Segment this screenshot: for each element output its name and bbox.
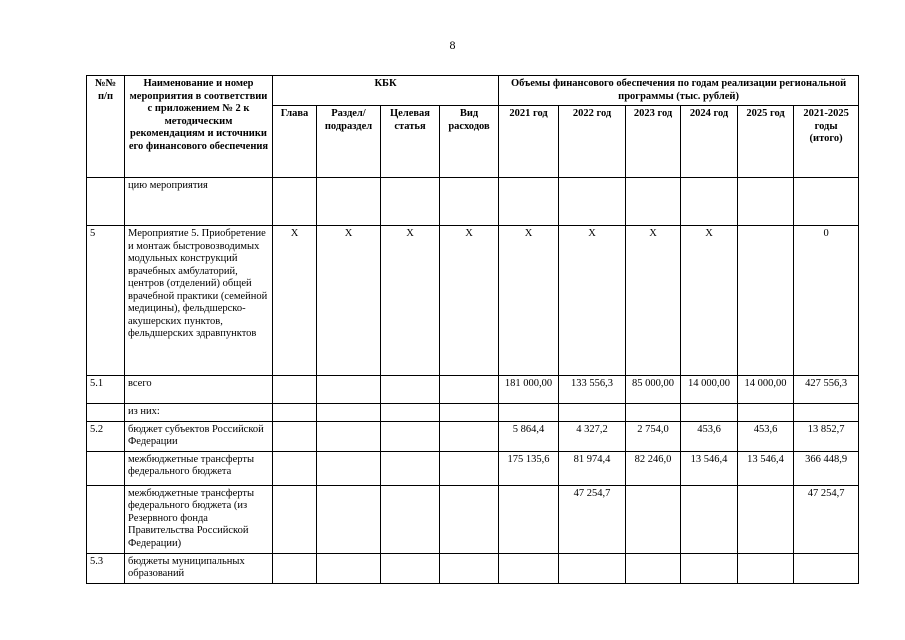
cell-y2021 xyxy=(499,553,559,583)
cell-razdel xyxy=(317,376,381,404)
header-y2022: 2022 год xyxy=(559,106,626,178)
cell-razdel: X xyxy=(317,226,381,376)
cell-y2021: 181 000,00 xyxy=(499,376,559,404)
cell-y2022: 133 556,3 xyxy=(559,376,626,404)
cell-total xyxy=(794,178,859,226)
cell-y2021 xyxy=(499,404,559,422)
cell-celevaya xyxy=(381,404,440,422)
cell-total: 366 448,9 xyxy=(794,451,859,485)
cell-razdel xyxy=(317,421,381,451)
cell-y2022 xyxy=(559,404,626,422)
cell-y2024: 14 000,00 xyxy=(681,376,738,404)
cell-celevaya: X xyxy=(381,226,440,376)
cell-name: межбюджетные трансферты федерального бюджета (из Резервного фонда Правительства Российской Федерации) xyxy=(125,485,273,553)
cell-total xyxy=(794,553,859,583)
cell-y2025 xyxy=(738,178,794,226)
table-row xyxy=(87,226,859,376)
cell-celevaya xyxy=(381,178,440,226)
cell-total: 13 852,7 xyxy=(794,421,859,451)
cell-vid xyxy=(440,376,499,404)
cell-vid xyxy=(440,421,499,451)
cell-celevaya xyxy=(381,376,440,404)
cell-y2024: 453,6 xyxy=(681,421,738,451)
cell-y2021: X xyxy=(499,226,559,376)
header-vid: Вид расходов xyxy=(440,106,499,178)
header-y2025: 2025 год xyxy=(738,106,794,178)
cell-y2023: 2 754,0 xyxy=(626,421,681,451)
cell-vid xyxy=(440,451,499,485)
table-row xyxy=(87,178,859,226)
cell-y2025: 13 546,4 xyxy=(738,451,794,485)
table-row xyxy=(87,376,859,404)
cell-glava xyxy=(273,421,317,451)
cell-y2023 xyxy=(626,178,681,226)
cell-total: 47 254,7 xyxy=(794,485,859,553)
cell-num xyxy=(87,404,125,422)
cell-y2022 xyxy=(559,178,626,226)
cell-y2022: 47 254,7 xyxy=(559,485,626,553)
header-name: Наименование и номер мероприятия в соответствии с приложением № 2 к методическим рекомендациям и источники его финансового обеспечения xyxy=(125,76,273,178)
cell-num: 5 xyxy=(87,226,125,376)
header-razdel: Раздел/ подраздел xyxy=(317,106,381,178)
cell-y2023 xyxy=(626,404,681,422)
cell-name: всего xyxy=(125,376,273,404)
cell-glava xyxy=(273,451,317,485)
cell-total: 0 xyxy=(794,226,859,376)
cell-glava xyxy=(273,376,317,404)
cell-y2023: 85 000,00 xyxy=(626,376,681,404)
cell-name: бюджет субъектов Российской Федерации xyxy=(125,421,273,451)
header-y2021: 2021 год xyxy=(499,106,559,178)
cell-num xyxy=(87,178,125,226)
cell-razdel xyxy=(317,485,381,553)
header-celevaya: Целевая статья xyxy=(381,106,440,178)
cell-name: межбюджетные трансферты федерального бюджета xyxy=(125,451,273,485)
cell-celevaya xyxy=(381,451,440,485)
cell-y2023: 82 246,0 xyxy=(626,451,681,485)
header-glava: Глава xyxy=(273,106,317,178)
cell-y2023 xyxy=(626,553,681,583)
cell-celevaya xyxy=(381,421,440,451)
cell-razdel xyxy=(317,451,381,485)
cell-name: бюджеты муниципальных образований xyxy=(125,553,273,583)
cell-num: 5.2 xyxy=(87,421,125,451)
header-total: 2021-2025 годы (итого) xyxy=(794,106,859,178)
cell-y2022 xyxy=(559,553,626,583)
cell-name: цию мероприятия xyxy=(125,178,273,226)
cell-y2023: X xyxy=(626,226,681,376)
cell-y2024 xyxy=(681,404,738,422)
cell-y2022: X xyxy=(559,226,626,376)
cell-num: 5.3 xyxy=(87,553,125,583)
cell-razdel xyxy=(317,404,381,422)
table-row xyxy=(87,421,859,451)
cell-glava xyxy=(273,553,317,583)
cell-razdel xyxy=(317,178,381,226)
cell-y2025 xyxy=(738,485,794,553)
table-row xyxy=(87,485,859,553)
header-volumes: Объемы финансового обеспечения по годам реализации региональной программы (тыс. рублей) xyxy=(499,76,859,106)
cell-y2021: 5 864,4 xyxy=(499,421,559,451)
cell-name: Мероприятие 5. Приобретение и монтаж быстровозводимых модульных конструкций врачебных амбулаторий, центров (отделений) общей врачебной практики (семейной медицины), фельдшерско-акушерских пунктов, фельдшерских здравпунктов xyxy=(125,226,273,376)
cell-y2025 xyxy=(738,226,794,376)
cell-y2024 xyxy=(681,553,738,583)
cell-celevaya xyxy=(381,485,440,553)
cell-celevaya xyxy=(381,553,440,583)
cell-y2025: 453,6 xyxy=(738,421,794,451)
cell-y2022: 81 974,4 xyxy=(559,451,626,485)
cell-vid xyxy=(440,553,499,583)
cell-y2025: 14 000,00 xyxy=(738,376,794,404)
cell-y2021: 175 135,6 xyxy=(499,451,559,485)
cell-y2024: X xyxy=(681,226,738,376)
header-y2023: 2023 год xyxy=(626,106,681,178)
table-row xyxy=(87,404,859,422)
cell-y2021 xyxy=(499,485,559,553)
cell-num xyxy=(87,485,125,553)
cell-vid xyxy=(440,404,499,422)
page-number: 8 xyxy=(449,38,456,52)
cell-total xyxy=(794,404,859,422)
cell-y2023 xyxy=(626,485,681,553)
cell-total: 427 556,3 xyxy=(794,376,859,404)
cell-num: 5.1 xyxy=(87,376,125,404)
cell-glava: X xyxy=(273,226,317,376)
header-kbk: КБК xyxy=(273,76,499,106)
financing-table xyxy=(86,75,859,584)
cell-glava xyxy=(273,404,317,422)
header-y2024: 2024 год xyxy=(681,106,738,178)
cell-razdel xyxy=(317,553,381,583)
cell-y2025 xyxy=(738,404,794,422)
cell-name: из них: xyxy=(125,404,273,422)
cell-glava xyxy=(273,485,317,553)
header-num: №№ п/п xyxy=(87,76,125,178)
cell-glava xyxy=(273,178,317,226)
cell-vid xyxy=(440,485,499,553)
cell-y2025 xyxy=(738,553,794,583)
cell-vid: X xyxy=(440,226,499,376)
cell-y2022: 4 327,2 xyxy=(559,421,626,451)
cell-y2024 xyxy=(681,178,738,226)
table-row xyxy=(87,553,859,583)
cell-vid xyxy=(440,178,499,226)
cell-y2021 xyxy=(499,178,559,226)
cell-y2024 xyxy=(681,485,738,553)
table-row xyxy=(87,451,859,485)
cell-num xyxy=(87,451,125,485)
cell-y2024: 13 546,4 xyxy=(681,451,738,485)
